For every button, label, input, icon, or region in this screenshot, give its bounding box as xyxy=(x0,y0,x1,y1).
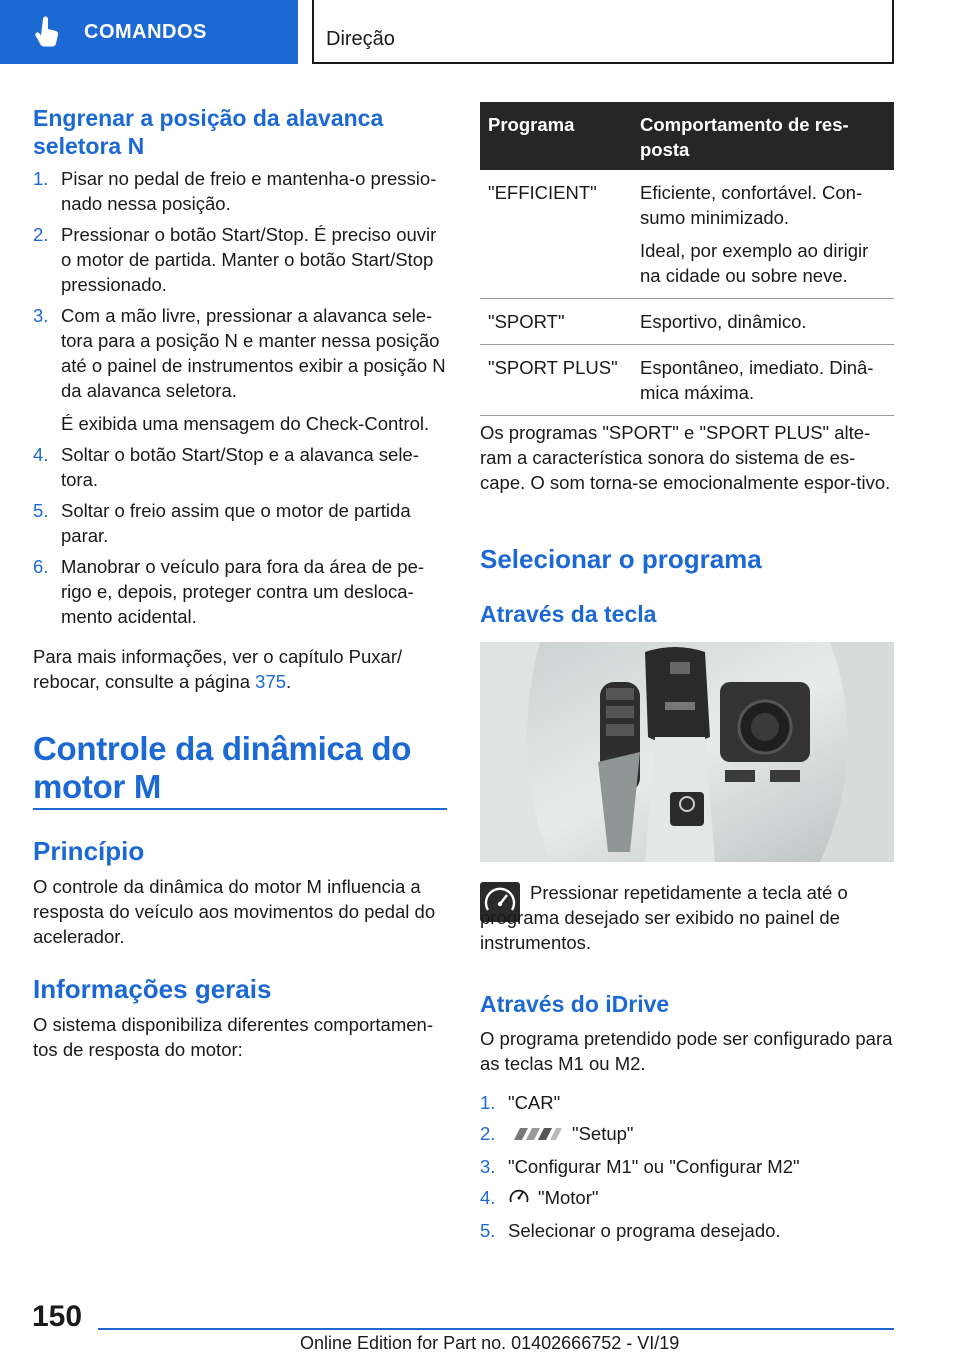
list-item: 6. Manobrar o veículo para fora da área de pe-rigo e, depois, proteger contra um desloca-mento acidental. xyxy=(33,556,425,627)
programs-paragraph: Os programas "SPORT" e "SPORT PLUS" alte-ram a característica sonora do sistema de es-cape. O som torna-se emocionalmente espor-tivo. xyxy=(480,422,891,493)
edition-text: Online Edition for Part no. 01402666752 - VI/19 xyxy=(300,1333,680,1353)
title-rule xyxy=(33,808,447,810)
chapter-main-title: Controle da dinâmica do motor M xyxy=(33,730,412,805)
column-header: Comportamento de res-posta xyxy=(632,102,894,170)
list-item: 4. "Motor" xyxy=(480,1185,894,1212)
table-row xyxy=(480,299,894,345)
table-header-row xyxy=(480,102,894,170)
list-item: 2. "Setup" xyxy=(480,1121,894,1148)
behaviour-cell: Esportivo, dinâmico. xyxy=(632,299,894,345)
general-info-text: O sistema disponibiliza diferentes comportamen-tos de resposta do motor: xyxy=(33,1014,433,1060)
list-item: 5. Soltar o freio assim que o motor de partida parar. xyxy=(33,500,411,546)
page-number: 150 xyxy=(32,1300,83,1333)
list-item: 1. "CAR" xyxy=(480,1092,561,1113)
select-program-title: Selecionar o programa xyxy=(480,544,762,574)
more-info-paragraph: Para mais informações, ver o capítulo Puxar/ rebocar, consulte a página 375. xyxy=(33,646,403,692)
heading-neutral-position: Engrenar a posição da alavanca seletora N xyxy=(33,105,384,159)
section-tab[interactable] xyxy=(0,0,298,64)
center-console-image xyxy=(480,642,894,862)
program-cell: "EFFICIENT" xyxy=(480,170,632,299)
idrive-text: O programa pretendido pode ser configurado para as teclas M1 ou M2. xyxy=(480,1028,893,1074)
principle-title: Princípio xyxy=(33,836,145,866)
program-cell: "SPORT" xyxy=(480,299,632,345)
behaviour-cell: Espontâneo, imediato. Dinâ-mica máxima. xyxy=(632,345,894,416)
table-row xyxy=(480,170,894,299)
press-key-text: Pressionar repetidamente a tecla até o programa desejado ser exibido no painel de instrumentos. xyxy=(480,882,848,953)
engine-gauge-icon xyxy=(508,1186,530,1212)
program-cell: "SPORT PLUS" xyxy=(480,345,632,416)
program-table xyxy=(480,102,894,416)
chapter-title: Direção xyxy=(326,28,395,50)
pointing-hand-icon xyxy=(34,15,68,49)
m-setup-icon xyxy=(508,1123,564,1148)
general-info-title: Informações gerais xyxy=(33,974,272,1004)
footer-rule xyxy=(98,1328,894,1330)
column-header: Programa xyxy=(480,102,632,170)
step-note: É exibida uma mensagem do Check-Control. xyxy=(61,413,430,434)
via-idrive-title: Através do iDrive xyxy=(480,991,670,1017)
principle-text: O controle da dinâmica do motor M influencia a resposta do veículo aos movimentos do pedal do acelerador. xyxy=(33,876,436,947)
list-item: 3. "Configurar M1" ou "Configurar M2" xyxy=(480,1155,800,1177)
section-label: COMANDOS xyxy=(84,20,207,43)
list-item: 4. Soltar o botão Start/Stop e a alavanca sele-tora. xyxy=(33,444,419,490)
behaviour-cell: Eficiente, confortável. Con-sumo minimizado. Ideal, por exemplo ao dirigir na cidade ou sobre neve. xyxy=(632,170,894,299)
list-item: 1. Pisar no pedal de freio e mantenha-o pressio-nado nessa posição. xyxy=(33,168,437,214)
idrive-steps-list xyxy=(480,1090,894,1249)
list-item: 5. Selecionar o programa desejado. xyxy=(480,1219,781,1241)
list-item: 3. Com a mão livre, pressionar a alavanca sele-tora para a posição N e manter nessa posição até o painel de instrumentos exibir a posição N da alavanca seletora. É exibida uma mensagem do Check-Control. xyxy=(33,305,446,434)
chapter-header xyxy=(312,0,894,64)
neutral-steps-list xyxy=(33,166,447,635)
via-key-title: Através da tecla xyxy=(480,601,657,627)
list-item: 2. Pressionar o botão Start/Stop. É preciso ouvir o motor de partida. Manter o botão Start/Stop pressionado. xyxy=(33,224,437,295)
page-link[interactable]: 375 xyxy=(255,671,287,692)
table-row xyxy=(480,345,894,416)
